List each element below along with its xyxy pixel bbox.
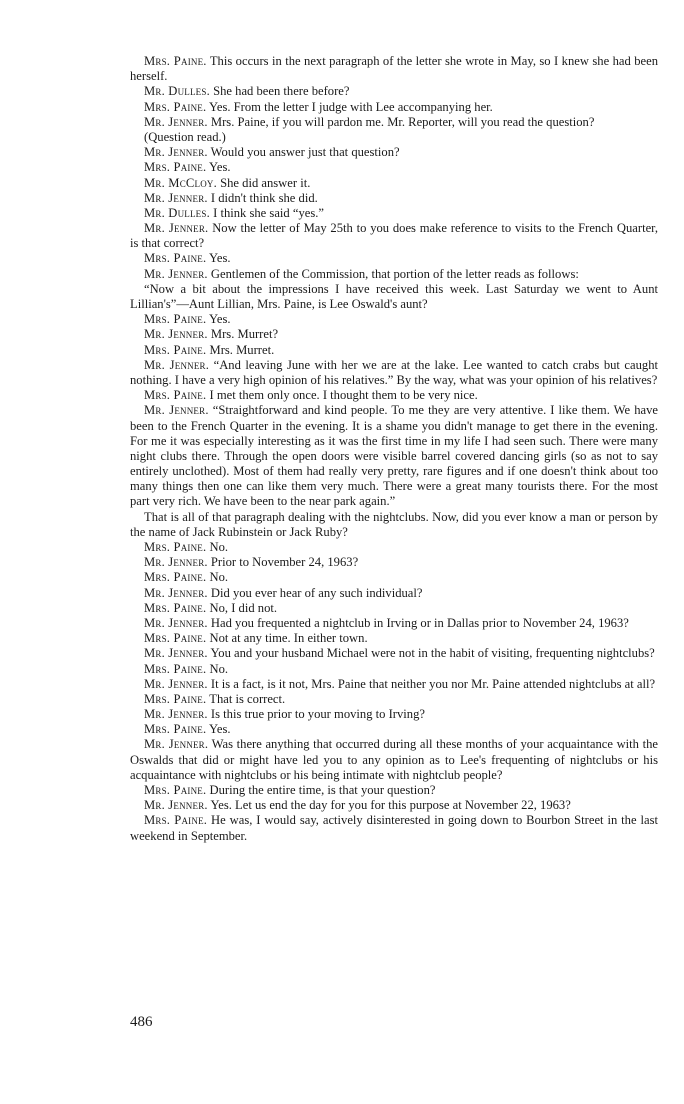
paragraph-text: I didn't think she did. <box>210 190 318 205</box>
paragraph-text: (Question read.) <box>144 129 226 144</box>
paragraph-text: Prior to November 24, 1963? <box>210 555 359 570</box>
paragraph-text: Had you frequented a nightclub in Irving or in Dallas prior to November 24, 1963? <box>210 615 629 630</box>
paragraph-text: Yes. <box>209 722 231 737</box>
speaker-label: Mrs. Paine. <box>144 783 207 797</box>
speaker-label: Mr. Jenner. <box>144 357 210 372</box>
paragraph-text: Mrs. Paine, if you will pardon me. Mr. Reporter, will you read the question? <box>210 114 595 129</box>
transcript-paragraph <box>130 540 658 555</box>
transcript-paragraph <box>130 555 658 570</box>
speaker-label: Mr. Jenner. <box>144 114 208 129</box>
paragraph-text: “Straightforward and kind people. To me they are very attentive. I like them. We have been to the French Quarter in the evening. It is a shame you didn't manage to get there in the evening. For me it was especially interesting as it was the first time in my life I had seen such. There were many night clubs there. Through the open doors were visible barrel covered dancing girls (so as not to say entirely unclothed). Most of them had really very pretty, rare figures and if one doesn't think about too many things then one can like them very much. There were a great many tourists there. For the most part very rich. We have been to the near park again.” <box>130 403 658 509</box>
transcript-body <box>130 54 658 844</box>
transcript-paragraph <box>130 722 658 737</box>
transcript-paragraph <box>130 813 658 843</box>
transcript-paragraph <box>130 343 658 358</box>
speaker-label: Mrs. Paine. <box>144 388 207 403</box>
paragraph-text: Yes. <box>209 251 231 266</box>
transcript-paragraph <box>130 616 658 631</box>
paragraph-text: “Now a bit about the impressions I have received this week. Last Saturday we went to Aunt Lillian's”—Aunt Lillian, Mrs. Paine, is Lee Oswald's aunt? <box>130 281 658 311</box>
paragraph-text: Was there anything that occurred during all these months of your acquaintance with the Oswalds that did or might have led you to any opinion as to Lee's frequenting of nightclubs or his acquaintance with nightclubs or his being intimate with nightclub people? <box>130 737 658 782</box>
transcript-paragraph <box>130 707 658 722</box>
paragraph-text: He was, I would say, actively disinterested in going down to Bourbon Street in the last weekend in September. <box>130 813 658 843</box>
speaker-label: Mrs. Paine. <box>144 342 207 357</box>
paragraph-text: I think she said “yes.” <box>213 205 324 220</box>
speaker-label: Mr. Jenner. <box>144 266 208 281</box>
speaker-label: Mrs. Paine. <box>144 540 207 554</box>
speaker-label: Mr. McCloy. <box>144 175 217 190</box>
transcript-paragraph <box>130 84 658 99</box>
transcript-paragraph <box>130 737 658 783</box>
paragraph-text: Yes. Let us end the day for you for this purpose at November 22, 1963? <box>210 798 571 813</box>
transcript-paragraph <box>130 54 658 84</box>
paragraph-text: Would you answer just that question? <box>210 145 400 160</box>
paragraph-text: No. <box>209 540 229 554</box>
transcript-paragraph <box>130 601 658 616</box>
paragraph-text: She did answer it. <box>220 175 311 190</box>
transcript-paragraph <box>130 388 658 403</box>
speaker-label: Mrs. Paine. <box>144 600 207 615</box>
paragraph-text: Mrs. Murret? <box>210 327 279 342</box>
paragraph-text: Yes. From the letter I judge with Lee accompanying her. <box>209 99 493 114</box>
speaker-label: Mr. Dulles. <box>144 205 210 220</box>
paragraph-text: “And leaving June with her we are at the lake. Lee wanted to catch crabs but caught nothing. I have a very high opinion of his relatives.” By the way, what was your opinion of his relatives? <box>130 357 658 387</box>
paragraph-text: She had been there before? <box>213 84 350 99</box>
paragraph-text: Mrs. Murret. <box>209 342 275 357</box>
transcript-paragraph <box>130 251 658 266</box>
speaker-label: Mr. Jenner. <box>144 737 209 752</box>
speaker-label: Mrs. Paine. <box>144 312 207 327</box>
transcript-paragraph <box>130 586 658 601</box>
paragraph-text: During the entire time, is that your question? <box>209 783 436 797</box>
transcript-paragraph <box>130 783 658 798</box>
paragraph-text: Now the letter of May 25th to you does make reference to visits to the French Quarter, is that correct? <box>130 221 658 251</box>
paragraph-text: Is this true prior to your moving to Irving? <box>210 707 425 722</box>
transcript-paragraph <box>130 160 658 175</box>
transcript-paragraph <box>130 312 658 327</box>
speaker-label: Mrs. Paine. <box>144 160 207 175</box>
continuation-paragraph <box>130 510 658 540</box>
transcript-paragraph <box>130 677 658 692</box>
transcript-paragraph <box>130 221 658 251</box>
speaker-label: Mr. Jenner. <box>144 585 208 600</box>
speaker-label: Mrs. Paine. <box>144 631 207 646</box>
transcript-paragraph <box>130 798 658 813</box>
speaker-label: Mr. Dulles. <box>144 84 210 99</box>
paragraph-text: I met them only once. I thought them to be very nice. <box>209 388 478 403</box>
speaker-label: Mr. Jenner. <box>144 221 209 236</box>
paragraph-text: Did you ever hear of any such individual? <box>210 585 423 600</box>
speaker-label: Mr. Jenner. <box>144 798 208 813</box>
speaker-label: Mrs. Paine. <box>144 722 207 737</box>
paragraph-text: Yes. <box>209 160 231 175</box>
transcript-paragraph <box>130 631 658 646</box>
speaker-label: Mr. Jenner. <box>144 145 208 160</box>
speaker-label: Mr. Jenner. <box>144 327 208 342</box>
speaker-label: Mr. Jenner. <box>144 615 208 630</box>
paragraph-text: You and your husband Michael were not in the habit of visiting, frequenting nightclubs? <box>210 646 655 661</box>
speaker-label: Mr. Jenner. <box>144 646 208 661</box>
speaker-label: Mr. Jenner. <box>144 555 208 570</box>
transcript-paragraph <box>130 191 658 206</box>
speaker-label: Mr. Jenner. <box>144 707 208 722</box>
paragraph-text: No, I did not. <box>209 600 278 615</box>
paragraph-text: No. <box>209 570 229 585</box>
transcript-paragraph <box>130 267 658 282</box>
letter-quote <box>130 282 658 312</box>
transcript-paragraph <box>130 403 658 509</box>
transcript-paragraph <box>130 100 658 115</box>
paragraph-text: Yes. <box>209 312 231 327</box>
speaker-label: Mr. Jenner. <box>144 676 208 691</box>
speaker-label: Mr. Jenner. <box>144 190 208 205</box>
transcript-paragraph <box>130 570 658 585</box>
speaker-label: Mrs. Paine. <box>144 813 208 828</box>
paragraph-text: No. <box>209 661 229 676</box>
transcript-paragraph <box>130 176 658 191</box>
speaker-label: Mr. Jenner. <box>144 403 209 418</box>
stage-direction <box>130 130 658 145</box>
paragraph-text: That is all of that paragraph dealing with the nightclubs. Now, did you ever know a man or person by the name of Jack Rubinstein or Jack Ruby? <box>130 509 658 539</box>
paragraph-text: It is a fact, is it not, Mrs. Paine that neither you nor Mr. Paine attended nightclubs at all? <box>210 676 656 691</box>
paragraph-text: Not at any time. In either town. <box>209 631 368 646</box>
speaker-label: Mrs. Paine. <box>144 251 207 266</box>
transcript-paragraph <box>130 646 658 661</box>
paragraph-text: Gentlemen of the Commission, that portion of the letter reads as follows: <box>210 266 579 281</box>
transcript-paragraph <box>130 115 658 130</box>
transcript-paragraph <box>130 327 658 342</box>
transcript-paragraph <box>130 662 658 677</box>
paragraph-text: This occurs in the next paragraph of the letter she wrote in May, so I knew she had been herself. <box>130 54 658 84</box>
paragraph-text: That is correct. <box>209 691 286 706</box>
transcript-paragraph <box>130 145 658 160</box>
transcript-paragraph <box>130 692 658 707</box>
speaker-label: Mrs. Paine. <box>144 661 207 676</box>
speaker-label: Mrs. Paine. <box>144 570 207 585</box>
speaker-label: Mrs. Paine. <box>144 99 207 114</box>
speaker-label: Mrs. Paine. <box>144 54 207 68</box>
page-number: 486 <box>130 1014 153 1030</box>
speaker-label: Mrs. Paine. <box>144 691 207 706</box>
transcript-paragraph <box>130 206 658 221</box>
transcript-paragraph <box>130 358 658 388</box>
